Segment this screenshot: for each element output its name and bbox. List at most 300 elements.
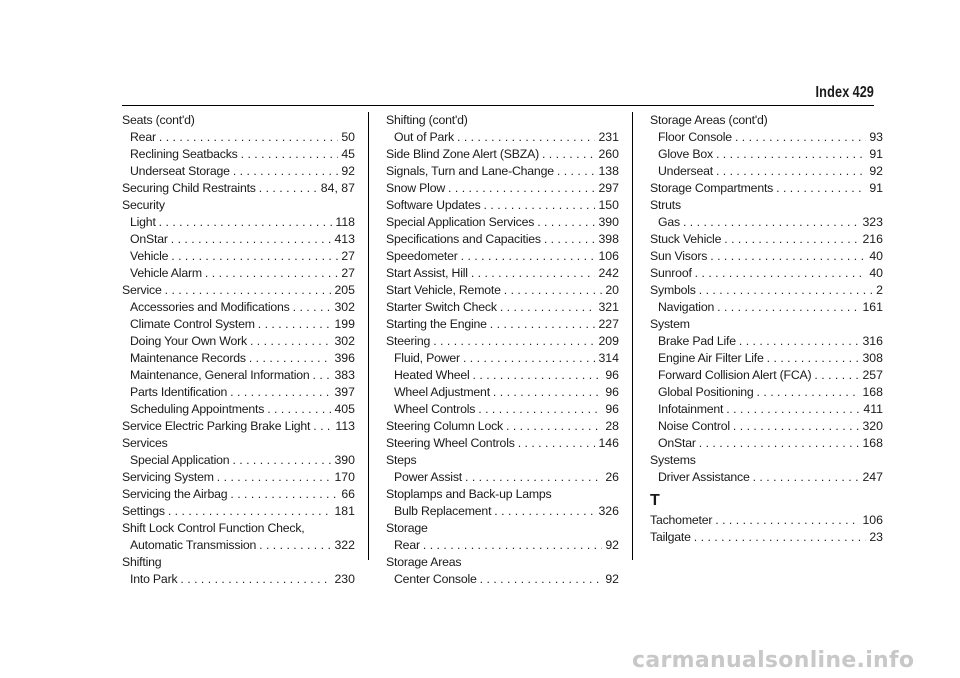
index-page-reference: 96 [605,385,619,399]
page-section-title: Index [814,84,849,101]
index-term: Gas [658,215,680,229]
index-term: Maintenance, General Information [130,368,310,382]
index-term: Servicing the Airbag [122,487,228,501]
dot-leader [767,350,860,367]
index-subentry [122,452,355,469]
index-subentry [650,367,883,384]
index-term: Storage [386,521,428,535]
index-term: Parts Identification [130,385,228,399]
index-term: Steering Column Lock [386,419,503,433]
index-term: Storage Compartments [650,181,774,195]
index-subentry [386,367,619,384]
index-page-reference: 20 [605,283,619,297]
index-subentry [386,537,619,554]
dot-leader [313,418,332,435]
index-subentry [386,503,619,520]
index-term: Struts [650,198,681,212]
dot-leader [694,529,867,546]
dot-leader [159,214,333,231]
index-page-reference: 302 [334,334,355,348]
dot-leader [494,503,595,520]
index-page-reference: 23 [869,530,883,544]
index-term: Center Console [394,572,477,586]
dot-leader [423,537,602,554]
index-subentry [122,214,355,231]
index-group-heading [122,520,355,537]
index-term: Start Assist, Hill [386,266,468,280]
index-term: Steering Wheel Controls [386,436,515,450]
index-page-reference: 230 [334,572,355,586]
dot-leader [259,537,331,554]
index-page-reference: 316 [862,334,883,348]
index-term: Sunroof [650,266,692,280]
index-entry [386,418,619,435]
dot-leader [159,129,338,146]
index-term: Accessories and Modifications [130,300,290,314]
dot-leader [258,316,332,333]
index-term: Systems [650,453,696,467]
index-group-heading [650,112,883,129]
index-term: Forward Collision Alert (FCA) [658,368,812,382]
index-subentry [650,469,883,486]
index-subentry [386,384,619,401]
dot-leader [504,282,603,299]
dot-leader [506,418,602,435]
index-entry [650,231,883,248]
index-column-1 [122,112,355,588]
index-page-reference: 26 [605,470,619,484]
index-page-reference: 411 [863,402,883,416]
index-term: Specifications and Capacities [386,232,541,246]
index-term: Steps [386,453,417,467]
index-subentry [122,537,355,554]
index-page-reference: 168 [862,385,883,399]
dot-leader [699,282,873,299]
index-term: Driver Assistance [658,470,750,484]
index-page-reference: 91 [869,181,883,195]
index-page-reference: 27 [341,249,355,263]
index-entry [386,180,619,197]
dot-leader [205,265,338,282]
index-subentry [650,435,883,452]
dot-leader [433,333,595,350]
dot-leader [465,469,602,486]
index-term: Maintenance Records [130,351,246,365]
dot-leader [699,435,860,452]
index-subentry [122,265,355,282]
dot-leader [544,231,596,248]
index-page-reference: 50 [341,130,355,144]
index-entry [386,282,619,299]
index-term: OnStar [658,436,696,450]
index-page-reference: 40 [869,249,883,263]
index-term: Signals, Turn and Lane-Change [386,164,554,178]
index-entry [650,529,883,546]
index-subentry [122,129,355,146]
dot-leader [480,571,603,588]
index-term: Servicing System [122,470,214,484]
index-entry [650,265,883,282]
index-page-reference: 260 [598,147,619,161]
index-entry [650,282,883,299]
dot-leader [776,180,866,197]
dot-leader [733,418,860,435]
index-term: Power Assist [394,470,462,484]
index-page-reference: 118 [335,215,355,229]
index-page-reference: 396 [334,351,355,365]
index-group-heading [650,452,883,469]
column-divider [368,112,369,560]
dot-leader [814,367,859,384]
index-term: Speedometer [386,249,458,263]
index-page-reference: 205 [334,283,355,297]
dot-leader [249,350,332,367]
dot-leader [230,384,331,401]
dot-leader [753,469,860,486]
dot-leader [493,384,602,401]
dot-leader [165,282,332,299]
index-entry [122,418,355,435]
watermark: carmanualsonline.info [632,648,915,673]
dot-leader [461,248,596,265]
dot-leader [710,248,866,265]
index-term: Settings [122,504,165,518]
index-page-reference: 138 [598,164,619,178]
index-term: Tachometer [650,513,713,527]
index-term: Floor Console [658,130,732,144]
index-page-reference: 27 [341,266,355,280]
dot-leader [726,401,860,418]
index-subentry [122,384,355,401]
dot-leader [241,146,339,163]
index-term: Shifting [122,555,162,569]
index-page-reference: 146 [598,436,619,450]
index-page-reference: 297 [598,181,619,195]
index-term: System [650,317,690,331]
index-group-heading [122,197,355,214]
index-page-reference: 302 [334,300,355,314]
index-term: Glove Box [658,147,713,161]
index-subentry [122,401,355,418]
dot-leader [757,384,860,401]
index-entry [122,503,355,520]
column-divider [632,112,633,560]
index-page-reference: 227 [598,317,619,331]
index-term: Symbols [650,283,696,297]
index-page-reference: 209 [598,334,619,348]
index-page-reference: 397 [334,385,355,399]
index-subentry [122,316,355,333]
index-page-reference: 92 [341,164,355,178]
dot-leader [716,146,866,163]
index-group-heading [386,520,619,537]
dot-leader [518,435,596,452]
index-term: Service [122,283,162,297]
index-term: Shifting (cont'd) [386,113,468,127]
index-page-reference: 181 [334,504,355,518]
index-term: Special Application [130,453,230,467]
index-term: Global Positioning [658,385,754,399]
index-group-heading [386,486,619,503]
dot-leader [739,333,860,350]
index-term: Special Application Services [386,215,535,229]
index-term: Light [130,215,156,229]
index-term: Fluid, Power [394,351,460,365]
index-entry [386,197,619,214]
index-term: Wheel Adjustment [394,385,490,399]
index-group-heading [386,554,619,571]
index-page-reference: 92 [605,538,619,552]
dot-leader [478,401,602,418]
index-page-reference: 92 [869,164,883,178]
index-term: Out of Park [394,130,454,144]
index-page-reference: 66 [341,487,355,501]
index-term: Starter Switch Check [386,300,497,314]
index-term: Vehicle Alarm [130,266,202,280]
index-term: Sun Visors [650,249,708,263]
index-subentry [122,350,355,367]
dot-leader [537,214,595,231]
index-page-reference: 321 [598,300,619,314]
index-page-reference: 242 [598,266,619,280]
index-subentry [650,129,883,146]
index-term: Vehicle [130,249,169,263]
index-subentry [650,333,883,350]
index-subentry [650,163,883,180]
index-term: Reclining Seatbacks [130,147,238,161]
index-subentry [122,571,355,588]
dot-leader [171,231,332,248]
dot-leader [171,248,338,265]
index-page-reference: 168 [862,436,883,450]
header-rule [122,105,874,106]
index-term: Security [122,198,165,212]
index-entry [386,231,619,248]
index-term: Underseat [658,164,713,178]
index-page-reference: 320 [862,419,883,433]
index-entry [122,486,355,503]
index-subentry [650,384,883,401]
index-term: Infotainment [658,402,724,416]
dot-leader [490,316,596,333]
index-term: Bulb Replacement [394,504,492,518]
index-term: Automatic Transmission [130,538,257,552]
index-page-reference: 106 [862,513,883,527]
index-group-heading [122,554,355,571]
dot-leader [259,180,318,197]
index-page-reference: 405 [334,402,355,416]
dot-leader [313,367,332,384]
index-term: Securing Child Restraints [122,181,256,195]
index-page-reference: 308 [862,351,883,365]
index-entry [386,214,619,231]
index-page-reference: 40 [869,266,883,280]
index-entry [386,265,619,282]
index-term: Wheel Controls [394,402,476,416]
index-page-reference: 91 [869,147,883,161]
index-subentry [386,350,619,367]
index-subentry [650,418,883,435]
index-page-reference: 322 [334,538,355,552]
index-page-reference: 216 [862,232,883,246]
dot-leader [484,197,596,214]
index-group-heading [650,197,883,214]
index-term: Doing Your Own Work [130,334,247,348]
index-term: Rear [130,130,156,144]
index-page-reference: 383 [334,368,355,382]
index-letter-heading: T [650,492,660,509]
index-entry [386,299,619,316]
index-subentry [650,214,883,231]
index-term: Heated Wheel [394,368,470,382]
index-page-reference: 323 [862,215,883,229]
dot-leader [695,265,867,282]
dot-leader [180,571,331,588]
index-subentry [122,299,355,316]
index-entry [650,248,883,265]
index-term: Side Blind Zone Alert (SBZA) [386,147,539,161]
index-term: Rear [394,538,420,552]
index-page-reference: 231 [598,130,619,144]
index-subentry [122,333,355,350]
index-term: Shift Lock Control Function Check, [122,521,305,535]
index-subentry [386,129,619,146]
index-entry [386,163,619,180]
index-group-heading [650,316,883,333]
index-term: Engine Air Filter Life [658,351,764,365]
dot-leader [250,333,332,350]
index-term: Scheduling Appointments [130,402,265,416]
index-page-reference: 161 [862,300,883,314]
index-subentry [122,231,355,248]
index-term: Services [122,436,168,450]
index-page-reference: 96 [605,368,619,382]
index-page-reference: 150 [598,198,619,212]
index-group-heading [122,112,355,129]
index-term: Storage Areas (cont'd) [650,113,768,127]
index-page-reference: 257 [862,368,883,382]
dot-leader [168,503,332,520]
index-entry [650,180,883,197]
index-term: Start Vehicle, Remote [386,283,501,297]
dot-leader [217,469,332,486]
index-column-2 [386,112,619,588]
index-group-heading [122,435,355,452]
index-subentry [386,571,619,588]
index-group-heading [386,112,619,129]
index-entry [122,469,355,486]
page-header [0,84,960,104]
index-page-reference: 390 [334,453,355,467]
dot-leader [230,486,338,503]
index-term: Into Park [130,572,178,586]
index-page-reference: 45 [341,147,355,161]
index-subentry [650,146,883,163]
dot-leader [542,146,596,163]
index-subentry [386,401,619,418]
index-subentry [650,350,883,367]
index-subentry [122,367,355,384]
dot-leader [724,231,859,248]
dot-leader [473,367,603,384]
index-page-reference: 106 [598,249,619,263]
index-entry [386,146,619,163]
index-page-reference: 390 [598,215,619,229]
index-term: Stoplamps and Back-up Lamps [386,487,552,501]
index-page-reference: 92 [605,572,619,586]
index-page-reference: 96 [605,402,619,416]
dot-leader [557,163,596,180]
index-term: Climate Control System [130,317,255,331]
dot-leader [293,299,332,316]
index-entry [386,316,619,333]
index-page-reference: 398 [598,232,619,246]
index-page-reference: 199 [334,317,355,331]
index-term: Snow Plow [386,181,446,195]
dot-leader [717,299,859,316]
index-entry [386,333,619,350]
index-term: Starting the Engine [386,317,487,331]
index-entry [122,282,355,299]
index-page-reference: 326 [598,504,619,518]
index-page-reference: 84, 87 [320,181,355,195]
dot-leader [463,350,596,367]
index-group-heading [386,452,619,469]
index-subentry [122,146,355,163]
page-number: 429 [852,84,874,101]
index-page-reference: 314 [598,351,619,365]
index-subentry [650,401,883,418]
dot-leader [267,401,331,418]
index-term: Brake Pad Life [658,334,736,348]
index-term: Software Updates [386,198,481,212]
index-term: OnStar [130,232,168,246]
index-term: Stuck Vehicle [650,232,722,246]
dot-leader [233,163,338,180]
index-subentry [650,299,883,316]
index-page-reference: 28 [605,419,619,433]
index-page-reference: 93 [869,130,883,144]
index-term: Storage Areas [386,555,462,569]
dot-leader [471,265,596,282]
index-term: Seats (cont'd) [122,113,195,127]
index-entry [122,180,355,197]
index-term: Service Electric Parking Brake Light [122,419,311,433]
dot-leader [448,180,595,197]
dot-leader [735,129,866,146]
index-subentry [122,163,355,180]
index-entry [386,248,619,265]
dot-leader [715,512,859,529]
index-term: Steering [386,334,431,348]
index-entry [650,512,883,529]
index-entry [386,435,619,452]
dot-leader [232,452,331,469]
dot-leader [500,299,596,316]
dot-leader [716,163,866,180]
index-term: Tailgate [650,530,691,544]
index-page-reference: 170 [334,470,355,484]
dot-leader [683,214,860,231]
index-column-3 [650,112,883,546]
index-subentry [122,248,355,265]
index-page-reference: 413 [334,232,355,246]
index-page-reference: 247 [862,470,883,484]
index-subentry [386,469,619,486]
index-term: Noise Control [658,419,730,433]
index-term: Underseat Storage [130,164,230,178]
index-page-reference: 2 [876,283,883,297]
